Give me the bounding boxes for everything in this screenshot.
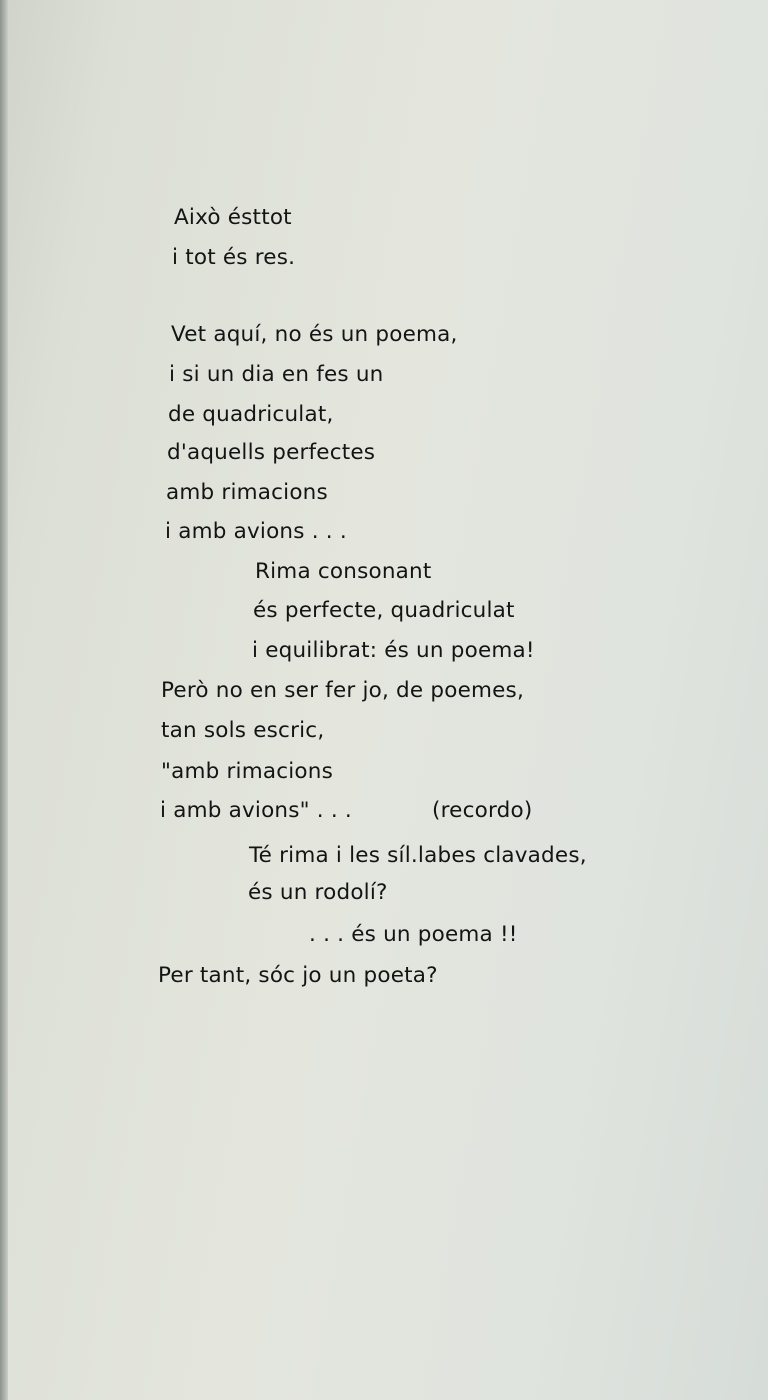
poem-line-indented: és un rodolí? — [248, 880, 388, 905]
poem-line: "amb rimacions — [161, 759, 333, 784]
poem-line: i tot és res. — [172, 245, 296, 270]
poem-line: Això ésttot — [174, 205, 292, 230]
poem-line: d'aquells perfectes — [167, 440, 376, 465]
poem-line: Per tant, sóc jo un poeta? — [158, 963, 438, 988]
poem-line: Però no en ser fer jo, de poemes, — [161, 678, 524, 703]
poem-line-indented: . . . és un poema !! — [309, 922, 518, 947]
poem-line: i amb avions . . . — [165, 519, 347, 544]
poem-line: de quadriculat, — [168, 402, 334, 427]
poem-aside: (recordo) — [432, 798, 533, 823]
poem-line-indented: Té rima i les síl.labes clavades, — [249, 843, 587, 868]
poem-line-indented: Rima consonant — [255, 559, 432, 584]
poem-line: i si un dia en fes un — [169, 362, 384, 387]
poem-line: Vet aquí, no és un poema, — [171, 322, 458, 347]
poem-line-indented: i equilibrat: és un poema! — [252, 638, 535, 663]
poem-line: amb rimacions — [166, 480, 328, 505]
poem-line: tan sols escric, — [161, 718, 325, 743]
poem-line: i amb avions" . . . — [160, 798, 352, 823]
poem-line-indented: és perfecte, quadriculat — [253, 598, 515, 623]
